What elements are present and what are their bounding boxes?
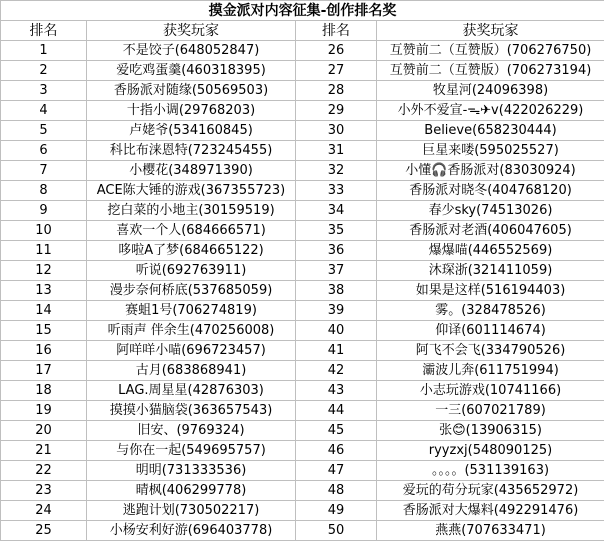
rank-cell: 15 [1,321,87,341]
rank-cell: 47 [296,461,377,481]
header-row [1,21,604,41]
rank-cell: 23 [1,481,87,501]
table-row [1,101,604,121]
rank-cell: 4 [1,101,87,121]
player-cell: 赛蛆1号(706274819) [87,301,296,321]
player-cell: 喜欢一个人(684666571) [87,221,296,241]
player-cell: 哆啦A了梦(684665122) [87,241,296,261]
table-row [1,221,604,241]
rank-cell: 50 [296,521,377,541]
player-cell: 小志玩游戏(10741166) [377,381,604,401]
rank-cell: 33 [296,181,377,201]
table-row [1,341,604,361]
player-cell: 不是饺子(648052847) [87,41,296,61]
header-rank-left: 排名 [1,21,87,41]
table-row [1,501,604,521]
player-cell: 阿咩咩小喵(696723457) [87,341,296,361]
rank-cell: 40 [296,321,377,341]
table-row [1,201,604,221]
rank-cell: 6 [1,141,87,161]
player-cell: 香肠派对随缘(50569503) [87,81,296,101]
table-row [1,181,604,201]
player-cell: 挖白菜的小地主(30159519) [87,201,296,221]
table-row [1,161,604,181]
player-cell: 阿飞不会飞(334790526) [377,341,604,361]
rank-cell: 3 [1,81,87,101]
rank-cell: 26 [296,41,377,61]
player-cell: 古月(683868941) [87,361,296,381]
player-cell: 旧安、(9769324) [87,421,296,441]
table-row [1,421,604,441]
player-cell: 科比布涞恩特(723245455) [87,141,296,161]
rank-cell: 24 [1,501,87,521]
title-row [1,1,604,21]
rank-cell: 17 [1,361,87,381]
rank-cell: 41 [296,341,377,361]
player-cell: 明明(731333536) [87,461,296,481]
rank-cell: 9 [1,201,87,221]
header-player-right: 获奖玩家 [377,21,604,41]
rank-cell: 21 [1,441,87,461]
player-cell: 张😊(13906315) [377,421,604,441]
player-cell: 晴枫(406299778) [87,481,296,501]
rank-cell: 18 [1,381,87,401]
table-row [1,401,604,421]
rank-cell: 28 [296,81,377,101]
player-cell: 互赞前二（互赞版）(706273194) [377,61,604,81]
rank-cell: 48 [296,481,377,501]
player-cell: 燕燕(707633471) [377,521,604,541]
table-row [1,141,604,161]
player-cell: Believe(658230444) [377,121,604,141]
player-cell: 如果是这样(516194403) [377,281,604,301]
rank-cell: 34 [296,201,377,221]
page-title: 摸金派对内容征集-创作排名奖 [1,1,604,21]
rank-cell: 22 [1,461,87,481]
table-row [1,281,604,301]
rank-cell: 8 [1,181,87,201]
player-cell: 香肠派对晓冬(404768120) [377,181,604,201]
player-cell: 爱吃鸡蛋羹(460318395) [87,61,296,81]
rank-cell: 29 [296,101,377,121]
rank-cell: 14 [1,301,87,321]
table-row [1,441,604,461]
rank-cell: 5 [1,121,87,141]
rank-cell: 11 [1,241,87,261]
rank-cell: 10 [1,221,87,241]
player-cell: 爱玩的苟分玩家(435652972) [377,481,604,501]
rank-cell: 30 [296,121,377,141]
player-cell: 春少sky(74513026) [377,201,604,221]
player-cell: 牧星河(24096398) [377,81,604,101]
table-row [1,241,604,261]
rank-cell: 39 [296,301,377,321]
rank-cell: 42 [296,361,377,381]
player-cell: 仰译(601114674) [377,321,604,341]
player-cell: 逃跑计划(730502217) [87,501,296,521]
rank-cell: 36 [296,241,377,261]
player-cell: 香肠派对大爆料(492291476) [377,501,604,521]
rank-cell: 46 [296,441,377,461]
rank-cell: 20 [1,421,87,441]
player-cell: 沐琛浙(321411059) [377,261,604,281]
player-cell: 摸摸小猫脑袋(363657543) [87,401,296,421]
rank-cell: 13 [1,281,87,301]
rank-cell: 38 [296,281,377,301]
player-cell: 小樱花(348971390) [87,161,296,181]
rank-cell: 1 [1,41,87,61]
player-cell: 灞波儿奔(611751994) [377,361,604,381]
rank-cell: 2 [1,61,87,81]
player-cell: 听说(692763911) [87,261,296,281]
header-rank-right: 排名 [296,21,377,41]
header-player-left: 获奖玩家 [87,21,296,41]
table-row [1,41,604,61]
rank-cell: 37 [296,261,377,281]
rank-cell: 7 [1,161,87,181]
table-row [1,381,604,401]
table-row [1,321,604,341]
player-cell: 爆爆喵(446552569) [377,241,604,261]
player-cell: LAG.周星星(42876303) [87,381,296,401]
player-cell: ryyzxj(548090125) [377,441,604,461]
player-cell: 雾。(328478526) [377,301,604,321]
player-cell: 互赞前二（互赞版）(706276750) [377,41,604,61]
player-cell: 香肠派对老酒(406047605) [377,221,604,241]
player-cell: 十指小调(29768203) [87,101,296,121]
player-cell: 与你在一起(549695757) [87,441,296,461]
rank-cell: 32 [296,161,377,181]
table-row [1,461,604,481]
table-row [1,301,604,321]
rank-cell: 31 [296,141,377,161]
table-row [1,61,604,81]
table-row [1,261,604,281]
table-row [1,481,604,501]
rank-cell: 45 [296,421,377,441]
rank-cell: 27 [296,61,377,81]
rank-cell: 25 [1,521,87,541]
player-cell: ACE陈大锤的游戏(367355723) [87,181,296,201]
player-cell: 巨星来喽(595025527) [377,141,604,161]
player-cell: 。。。。(531139163) [377,461,604,481]
rank-cell: 49 [296,501,377,521]
table-row [1,361,604,381]
rank-cell: 16 [1,341,87,361]
player-cell: 小懂🎧香肠派对(83030924) [377,161,604,181]
table-row [1,81,604,101]
player-cell: 卢姥爷(534160845) [87,121,296,141]
player-cell: 听雨声 伴余生(470256008) [87,321,296,341]
player-cell: 小杨安利好游(696403778) [87,521,296,541]
player-cell: 漫步奈何桥底(537685059) [87,281,296,301]
rank-cell: 44 [296,401,377,421]
table-row [1,121,604,141]
rank-cell: 43 [296,381,377,401]
player-cell: 小外不爱宣-ᯓ✈︎v(422026229) [377,101,604,121]
rank-cell: 19 [1,401,87,421]
rank-cell: 12 [1,261,87,281]
table-row [1,521,604,541]
player-cell: 一三(607021789) [377,401,604,421]
rank-cell: 35 [296,221,377,241]
